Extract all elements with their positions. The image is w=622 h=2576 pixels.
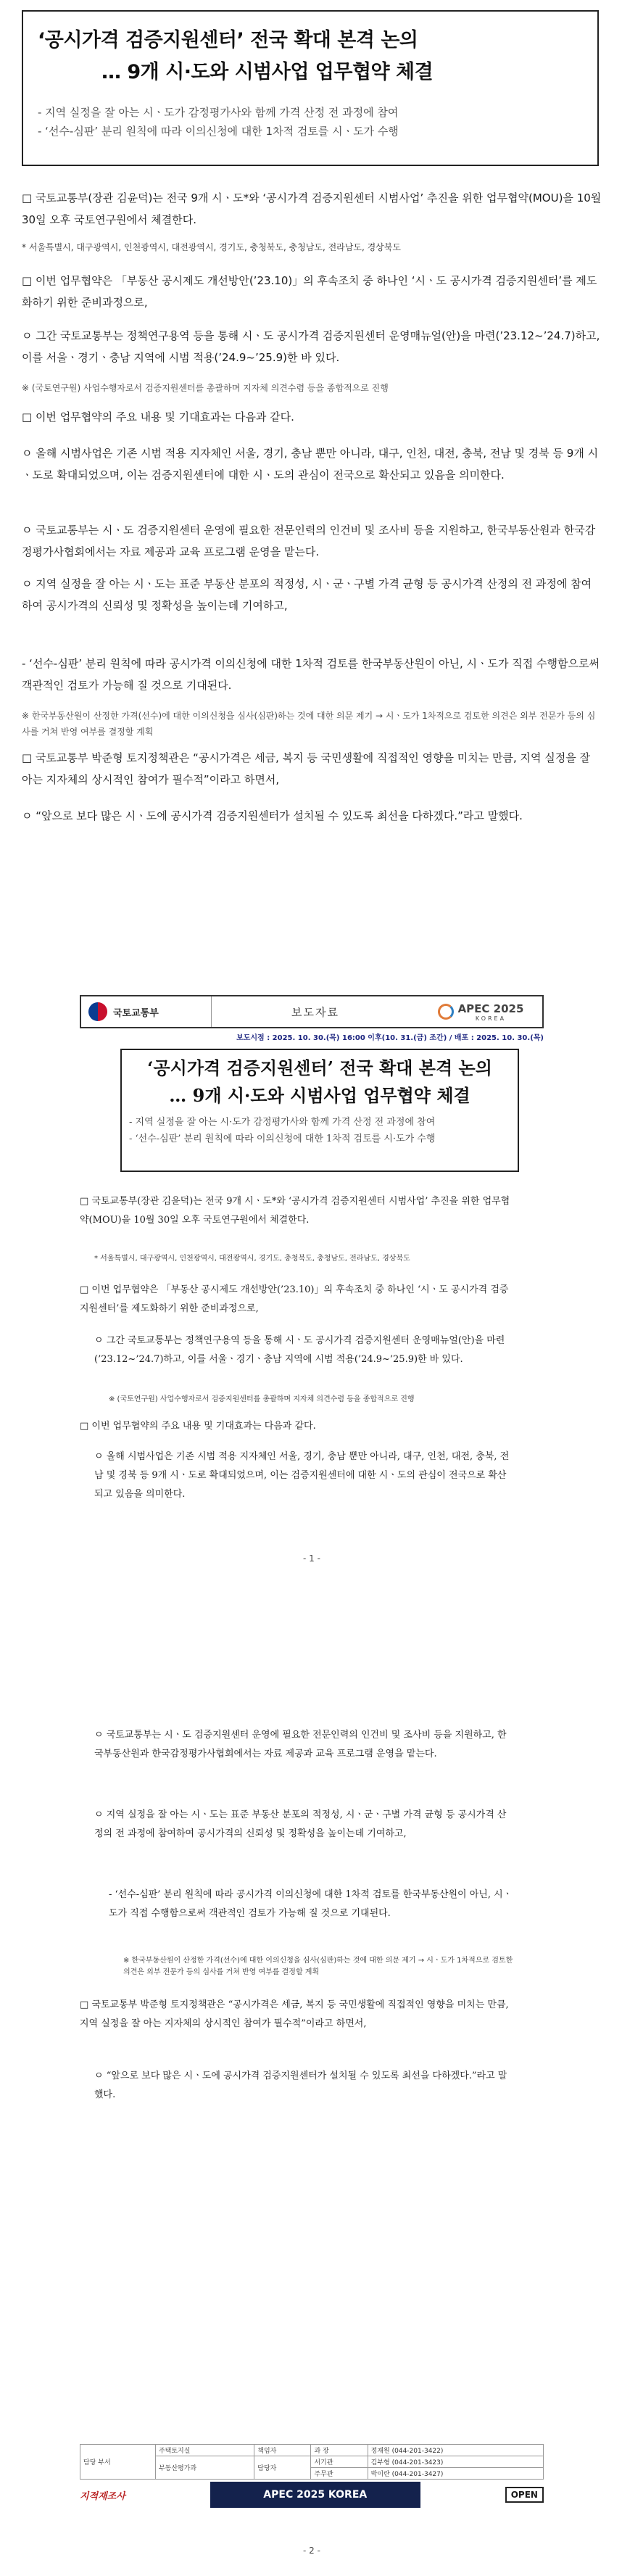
doc-paragraph-4: □ 이번 업무협약의 주요 내용 및 기대효과는 다음과 같다. [80, 1421, 316, 1432]
name-cell: 박이란 (044-201-3427) [368, 2468, 543, 2480]
page-number-1: - 1 - [303, 1553, 320, 1564]
doc-note-1: * 서울특별시, 대구광역시, 인천광역시, 대전광역시, 경기도, 충청북도, 충청남도, 전라남도, 경상북도 [94, 1255, 410, 1263]
role1-cell: 책임자 [254, 2445, 311, 2456]
article-section [0, 0, 622, 863]
contact-row [80, 2445, 544, 2456]
article-subtitle-2: - ‘선수-심판’ 분리 원칙에 따라 이의신청에 대한 1차적 검토를 시ㆍ도가 수행 [38, 125, 399, 138]
taegeuk-icon [88, 1002, 107, 1021]
dept1-cell: 주택토지실 [155, 2445, 254, 2456]
apec-sub-label: KOREA [475, 1015, 507, 1022]
role2-cell: 담당자 [254, 2456, 311, 2480]
apec-logo [419, 996, 542, 1027]
apec-rings-icon [438, 1004, 454, 1020]
article-title-line1: ‘공시가격 검증지원센터’ 전국 확대 본격 논의 [38, 29, 418, 51]
article-note-3: ※ 한국부동산원이 산정한 가격(선수)에 대한 이의신청을 심사(심판)하는 것에 대한 의문 제기 → 시ㆍ도가 1차적으로 검토한 의견은 외부 전문가 등의 심사를 거쳐 반영 여부를 결정할 계획 [22, 711, 596, 737]
doc-paragraph-9: □ 국토교통부 박준형 토지정책관은 “공시가격은 세금, 복지 등 국민생활에 직접적인 영향을 미치는 만큼, 지역 실정을 잘 아는 지자체의 상시적인 참여가 필수적”이라고 하면서, [80, 1999, 509, 2029]
article-paragraph-1: □ 국토교통부(장관 김윤덕)는 전국 9개 시ㆍ도*와 ‘공시가격 검증지원센터 시범사업’ 추진을 위한 업무협약(MOU)을 10월 30일 오후 국토연구원에서 체결한다. [22, 191, 602, 226]
name-cell: 김부형 (044-201-3423) [368, 2456, 543, 2468]
article-subtitle-1: - 지역 실정을 잘 아는 시ㆍ도가 감정평가사와 함께 가격 산정 전 과정에 참여 [38, 106, 399, 119]
article-subtitles [38, 103, 583, 141]
footer-apec-banner: APEC 2025 KOREA [210, 2482, 420, 2508]
article-paragraph-2: □ 이번 업무협약은 「부동산 공시제도 개선방안(’23.10)」의 후속조치 중 하나인 ‘시ㆍ도 공시가격 검증지원센터’를 제도화하기 위한 준비과정으로, [22, 274, 597, 309]
doc-paragraph-6: ㅇ 국토교통부는 시ㆍ도 검증지원센터 운영에 필요한 전문인력의 인건비 및 조사비 등을 지원하고, 한국부동산원과 한국감정평가사협회에서는 자료 제공과 교육 프로그램 운영을 맡는다. [94, 1730, 507, 1759]
rank-cell: 서기관 [311, 2456, 368, 2468]
doc-paragraph-2: □ 이번 업무협약은 「부동산 공시제도 개선방안(’23.10)」의 후속조치 중 하나인 ‘시ㆍ도 공시가격 검증지원센터’를 제도화하기 위한 준비과정으로, [80, 1284, 509, 1314]
footer-campaign-logo: 지적재조사 [80, 2490, 125, 2502]
doc-note-2: ※ (국토연구원) 사업수행자로서 검증지원센터를 총괄하며 지자체 의견수렴 등을 종합적으로 진행 [109, 1395, 415, 1403]
doc-paragraph-10: ㅇ “앞으로 보다 많은 시ㆍ도에 공시가격 검증지원센터가 설치될 수 있도록 최선을 다하겠다.”라고 말했다. [94, 2071, 507, 2100]
doc-type-label: 보도자료 [291, 1005, 339, 1019]
name-cell: 정재원 (044-201-3422) [368, 2445, 543, 2456]
article-paragraph-10: ㅇ “앞으로 보다 많은 시ㆍ도에 공시가격 검증지원센터가 설치될 수 있도록 최선을 다하겠다.”라고 말했다. [22, 809, 523, 822]
page-number-2: - 2 - [303, 2546, 320, 2556]
article-paragraph-3: ㅇ 그간 국토교통부는 정책연구용역 등을 통해 시ㆍ도 공시가격 검증지원센터 운영매뉴얼(안)을 마련(’23.12~’24.7)하고, 이를 서울ㆍ경기ㆍ충남 지역에 시범 적용(’24.9~’25.9)한 바 있다. [22, 329, 600, 364]
doc-subtitle-1: - 지역 실정을 잘 아는 시·도가 감정평가사와 함께 가격 산정 전 과정에 참여 [129, 1117, 436, 1128]
article-title-box [22, 10, 599, 166]
press-release-page-2 [80, 1726, 544, 2567]
doc-paragraph-3: ㅇ 그간 국토교통부는 정책연구용역 등을 통해 시ㆍ도 공시가격 검증지원센터 운영매뉴얼(안)을 마련(’23.12~’24.7)하고, 이를 서울ㆍ경기ㆍ충남 지역에 시범 적용(’24.9~’25.9)한 바 있다. [94, 1335, 505, 1365]
article-paragraph-4: □ 이번 업무협약의 주요 내용 및 기대효과는 다음과 같다. [22, 410, 294, 424]
article-paragraph-9: □ 국토교통부 박준형 토지정책관은 “공시가격은 세금, 복지 등 국민생활에 직접적인 영향을 미치는 만큼, 지역 실정을 잘 아는 지자체의 상시적인 참여가 필수적”이라고 하면서, [22, 751, 591, 786]
article-paragraph-5: ㅇ 올해 시범사업은 기존 시범 적용 지자체인 서울, 경기, 충남 뿐만 아니라, 대구, 인천, 대전, 충북, 전남 및 경북 등 9개 시ㆍ도로 확대되었으며, 이는 검증지원센터에 대한 시ㆍ도의 관심이 전국으로 확산되고 있음을 의미한다. [22, 447, 599, 482]
open-license-icon: OPEN [505, 2487, 544, 2503]
ministry-name: 국토교통부 [113, 1007, 159, 1019]
article-title [38, 25, 583, 88]
article-title-line2: … 9개 시·도와 시범사업 업무협약 체결 [101, 61, 434, 83]
doc-title-line1: ‘공시가격 검증지원센터’ 전국 확대 본격 논의 [147, 1057, 492, 1078]
rank-cell: 주무관 [311, 2468, 368, 2480]
press-release-page-1 [80, 995, 544, 1669]
doc-title-line2: … 9개 시·도와 시범사업 업무협약 체결 [169, 1085, 470, 1106]
dept2-cell: 부동산평가과 [155, 2456, 254, 2480]
apec-label: APEC 2025 [457, 1002, 524, 1015]
dept-label-cell: 담당 부서 [80, 2445, 156, 2480]
doc-paragraph-8: - ‘선수-심판’ 분리 원칙에 따라 공시가격 이의신청에 대한 1차적 검토를 한국부동산원이 아닌, 시ㆍ도가 직접 수행함으로써 객관적인 검토가 가능해 질 것으로 기대된다. [109, 1889, 513, 1919]
doc-paragraph-1: □ 국토교통부(장관 김윤덕)는 전국 9개 시ㆍ도*와 ‘공시가격 검증지원센터 시범사업’ 추진을 위한 업무협약(MOU)을 10월 30일 오후 국토연구원에서 체결한다. [80, 1196, 510, 1226]
doc-subtitle-2: - ‘선수-심판’ 분리 원칙에 따라 이의신청에 대한 1차적 검토를 시·도가 수행 [129, 1134, 436, 1144]
article-paragraph-8: - ‘선수-심판’ 분리 원칙에 따라 공시가격 이의신청에 대한 1차적 검토를 한국부동산원이 아닌, 시ㆍ도가 직접 수행함으로써 객관적인 검토가 가능해 질 것으로 기대된다. [22, 657, 600, 692]
doc-paragraph-7: ㅇ 지역 실정을 잘 아는 시ㆍ도는 표준 부동산 분포의 적정성, 시ㆍ군ㆍ구별 가격 균형 등 공시가격 산정의 전 과정에 참여하여 공시가격의 신뢰성 및 정확성을 높이는데 기여하고, [94, 1809, 507, 1839]
doc-note-3: ※ 한국부동산원이 산정한 가격(선수)에 대한 이의신청을 심사(심판)하는 것에 대한 의문 제기 → 시ㆍ도가 1차적으로 검토한 의견은 외부 전문가 등의 심사를 거쳐 반영 여부를 결정할 계획 [123, 1957, 513, 1976]
article-note-2: ※ (국토연구원) 사업수행자로서 검증지원센터를 총괄하며 지자체 의견수렴 등을 종합적으로 진행 [22, 383, 389, 393]
article-note-1: * 서울특별시, 대구광역시, 인천광역시, 대전광역시, 경기도, 충청북도, 충청남도, 전라남도, 경상북도 [22, 242, 401, 252]
article-paragraph-6: ㅇ 국토교통부는 시ㆍ도 검증지원센터 운영에 필요한 전문인력의 인건비 및 조사비 등을 지원하고, 한국부동산원과 한국감정평가사협회에서는 자료 제공과 교육 프로그램 운영을 맡는다. [22, 524, 596, 558]
article-paragraph-7: ㅇ 지역 실정을 잘 아는 시ㆍ도는 표준 부동산 분포의 적정성, 시ㆍ군ㆍ구별 가격 균형 등 공시가격 산정의 전 과정에 참여하여 공시가격의 신뢰성 및 정확성을 높이는데 기여하고, [22, 577, 592, 612]
doc-subtitles [129, 1114, 510, 1147]
footer-logos [80, 2480, 544, 2509]
contact-table [80, 2444, 544, 2480]
ministry-logo [81, 996, 212, 1027]
doc-title-box [120, 1049, 519, 1172]
doc-title [129, 1054, 510, 1110]
doc-header [80, 995, 544, 1028]
doc-paragraph-5: ㅇ 올해 시범사업은 기존 시범 적용 지자체인 서울, 경기, 충남 뿐만 아니라, 대구, 인천, 대전, 충북, 전남 및 경북 등 9개 시ㆍ도로 확대되었으며, 이는 검증지원센터에 대한 시ㆍ도의 관심이 전국으로 확산되고 있음을 의미한다. [94, 1451, 510, 1500]
rank-cell: 과 장 [311, 2445, 368, 2456]
release-date: 보도시점 : 2025. 10. 30.(목) 16:00 이후(10. 31.(금) 조간) / 배포 : 2025. 10. 30.(목) [236, 1034, 544, 1042]
